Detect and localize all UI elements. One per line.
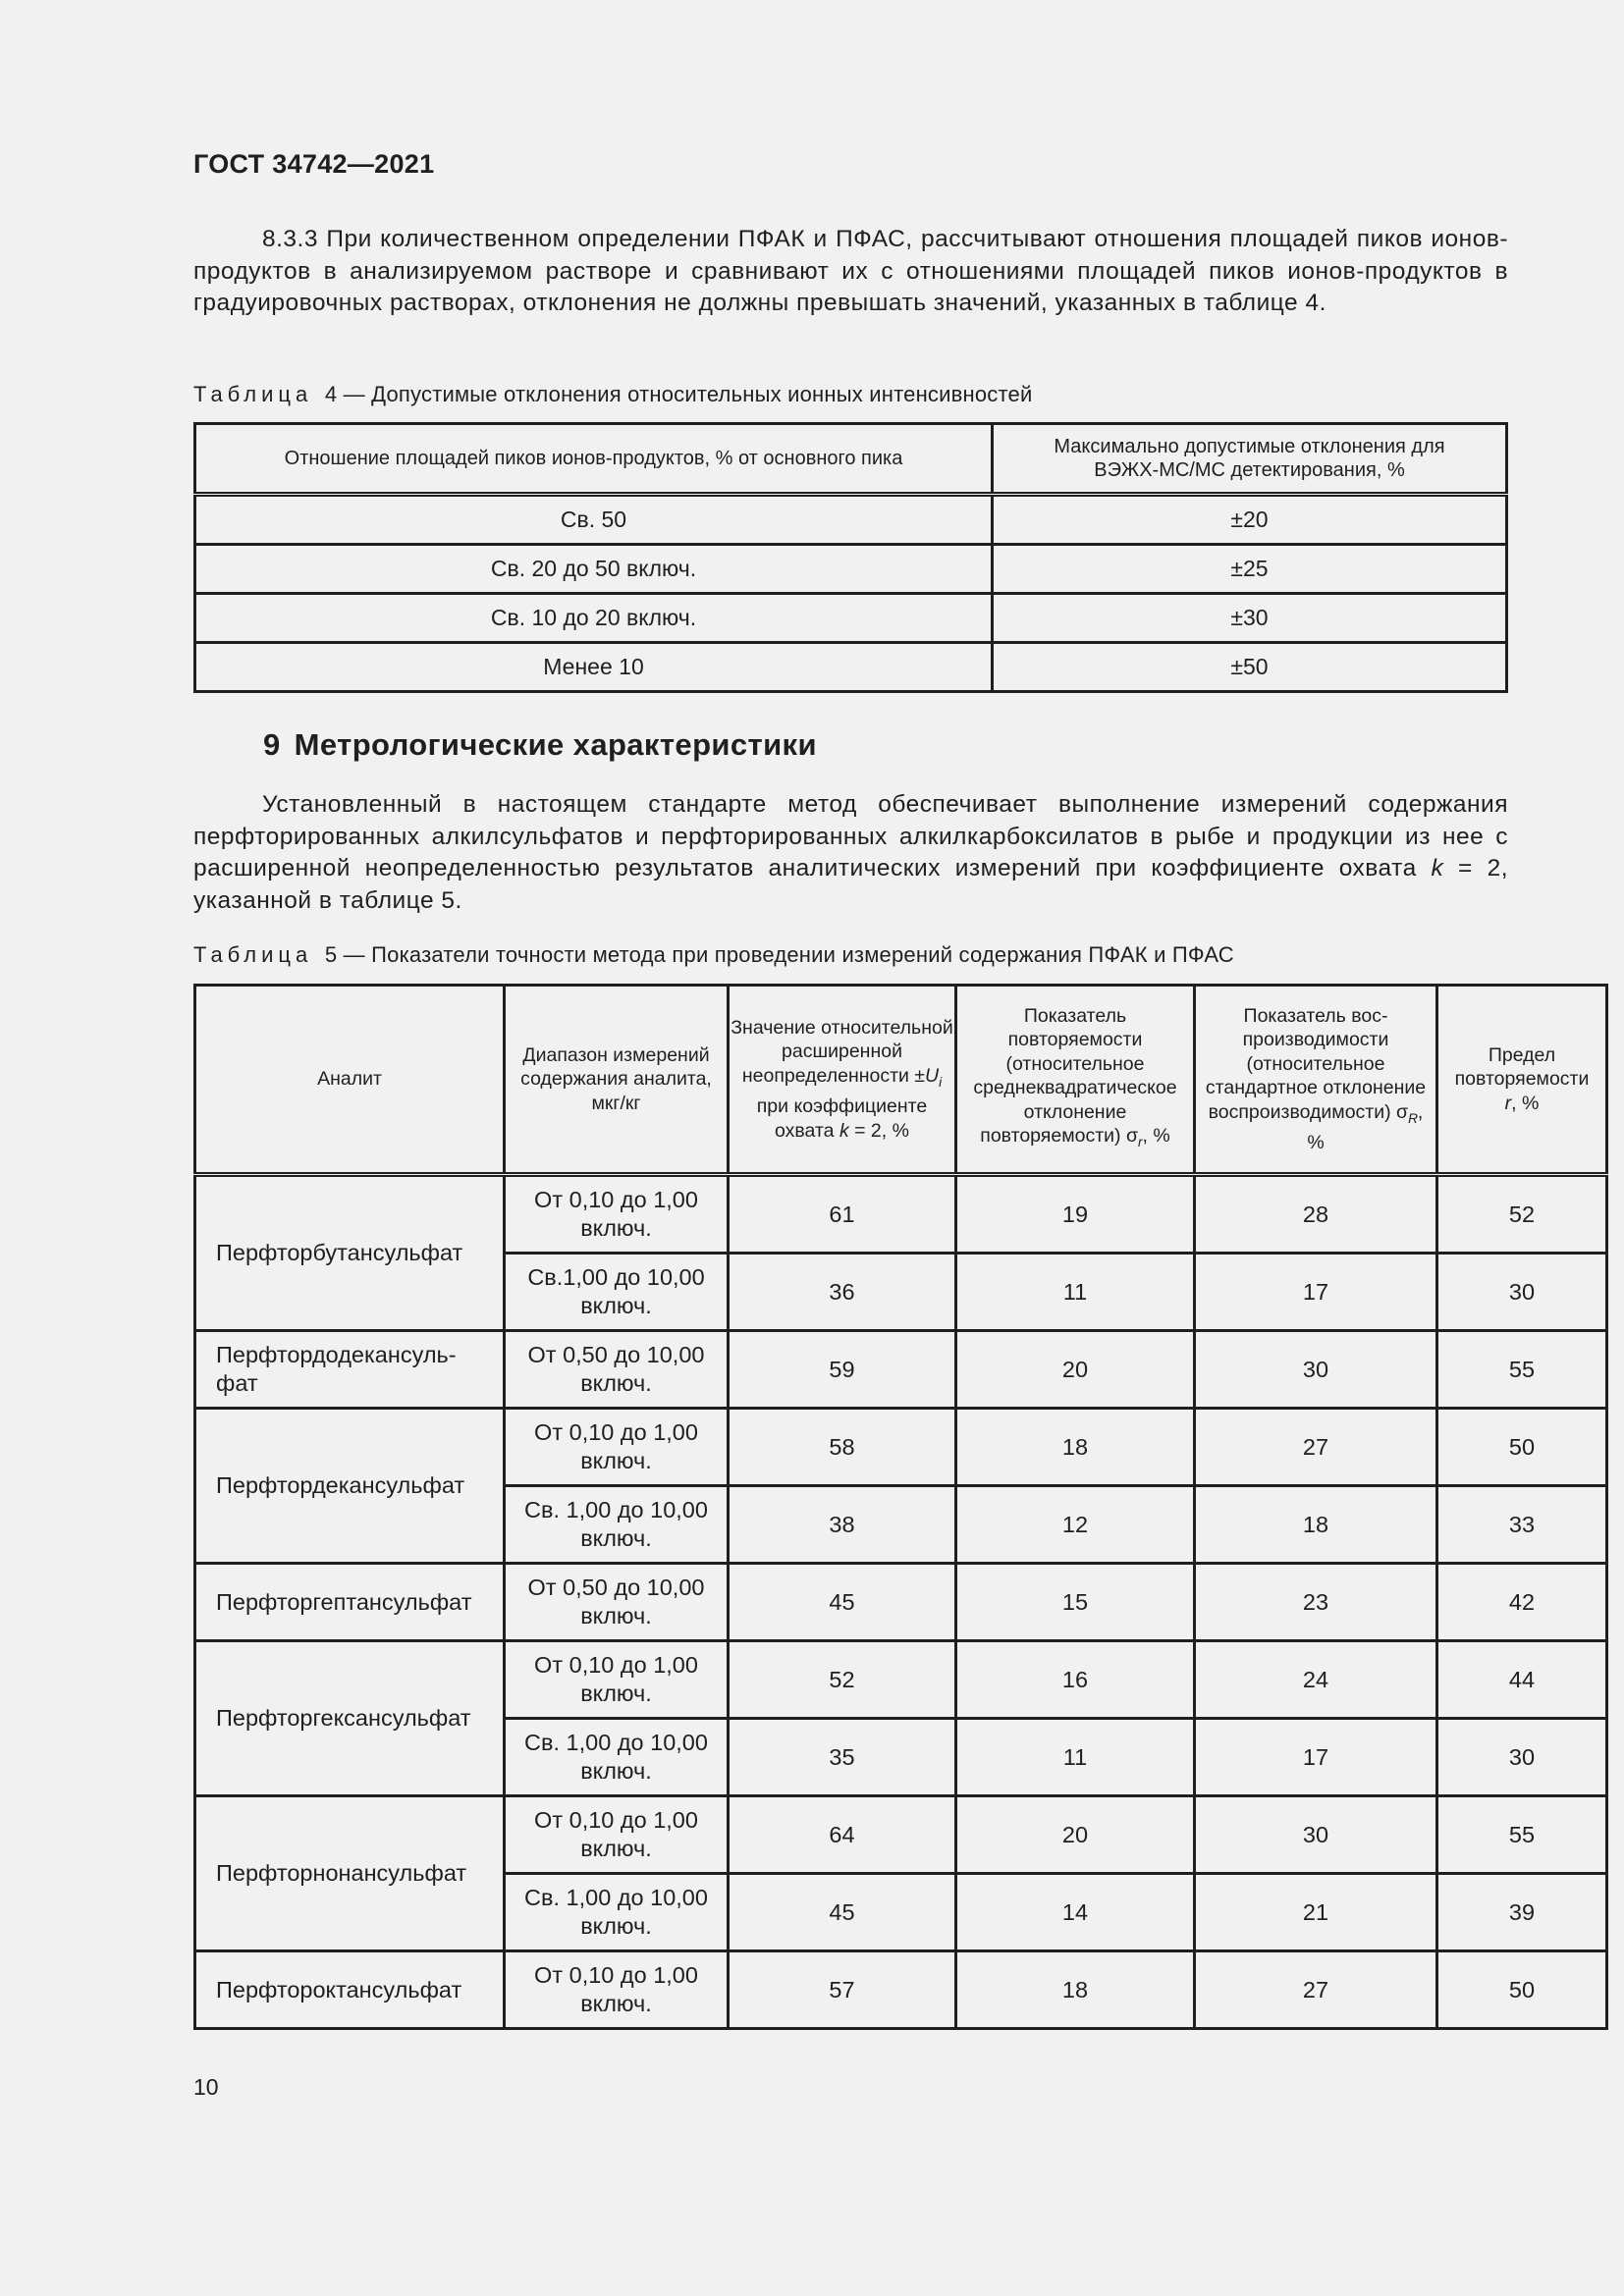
table5-header-uncertainty: Значение относительной расширенной неопределенности $\pm U_i$ при коэффициенте охвата k = 2, % <box>729 986 956 1175</box>
table4-cell-deviation: ±30 <box>993 594 1507 643</box>
table5-header-range: Диапазон измерений содержания аналита, мкг/кг <box>505 986 729 1175</box>
table-row <box>195 1564 1607 1641</box>
table5-cell-limit: 44 <box>1437 1641 1607 1719</box>
table5-cell-range: Св. 1,00 до 10,00 включ. <box>505 1486 729 1564</box>
table5-cell-analyte: Перфторбутансульфат <box>195 1175 505 1331</box>
table5-cell-analyte: Перфтороктансульфат <box>195 1951 505 2029</box>
table5-cell-repeatability: 15 <box>956 1564 1195 1641</box>
table5-cell-uncertainty: 61 <box>729 1175 956 1254</box>
table5-cell-uncertainty: 52 <box>729 1641 956 1719</box>
table5-cell-range: От 0,10 до 1,00 включ. <box>505 1951 729 2029</box>
table5-cell-reproducibility: 27 <box>1195 1951 1437 2029</box>
table-4 <box>193 422 1508 693</box>
table5-cell-repeatability: 12 <box>956 1486 1195 1564</box>
table5-cell-reproducibility: 21 <box>1195 1874 1437 1951</box>
table-row <box>195 545 1507 594</box>
table5-cell-reproducibility: 23 <box>1195 1564 1437 1641</box>
table5-cell-reproducibility: 18 <box>1195 1486 1437 1564</box>
table5-cell-range: От 0,10 до 1,00 включ. <box>505 1796 729 1874</box>
table4-cell-deviation: ±20 <box>993 495 1507 545</box>
table5-cell-analyte: Перфтордодекансуль-фат <box>195 1331 505 1409</box>
table5-cell-limit: 33 <box>1437 1486 1607 1564</box>
table5-cell-limit: 50 <box>1437 1409 1607 1486</box>
table5-cell-analyte: Перфтордекансульфат <box>195 1409 505 1564</box>
table5-cell-limit: 55 <box>1437 1331 1607 1409</box>
table5-cell-range: От 0,10 до 1,00 включ. <box>505 1641 729 1719</box>
table5-body <box>195 1175 1607 2029</box>
table5-header-repeatability: Показатель повторяемости (относительное среднеквадратическое отклонение повторяемости) $\sigma_r$, % <box>956 986 1195 1175</box>
page-number: 10 <box>193 2074 219 2100</box>
table-row <box>195 643 1507 692</box>
table4-cell-deviation: ±50 <box>993 643 1507 692</box>
table5-cell-reproducibility: 30 <box>1195 1796 1437 1874</box>
table5-cell-range: Св.1,00 до 10,00 включ. <box>505 1254 729 1331</box>
section-number: 9 <box>263 727 281 762</box>
table5-cell-analyte: Перфторгексансульфат <box>195 1641 505 1796</box>
table5-cell-uncertainty: 45 <box>729 1874 956 1951</box>
table5-cell-analyte: Перфторгептансульфат <box>195 1564 505 1641</box>
table5-cell-uncertainty: 35 <box>729 1719 956 1796</box>
table5-cell-reproducibility: 27 <box>1195 1409 1437 1486</box>
table5-header-analyte: Аналит <box>195 986 505 1175</box>
table-row <box>195 1641 1607 1719</box>
table5-cell-limit: 42 <box>1437 1564 1607 1641</box>
table4-cell-ratio: Св. 10 до 20 включ. <box>195 594 993 643</box>
table5-cell-uncertainty: 64 <box>729 1796 956 1874</box>
table5-cell-uncertainty: 38 <box>729 1486 956 1564</box>
table-5 <box>193 984 1608 2030</box>
table-row <box>195 495 1507 545</box>
table5-cell-repeatability: 14 <box>956 1874 1195 1951</box>
table5-cell-analyte: Перфторнонансульфат <box>195 1796 505 1951</box>
table5-cell-uncertainty: 59 <box>729 1331 956 1409</box>
table5-cell-range: От 0,10 до 1,00 включ. <box>505 1175 729 1254</box>
table4-caption-title: 4 — Допустимые отклонения относительных ионных интенсивностей <box>324 382 1033 406</box>
table5-cell-repeatability: 11 <box>956 1254 1195 1331</box>
paragraph-8-3-3 <box>193 224 1508 320</box>
table5-header-limit: Предел повторяемости r, % <box>1437 986 1607 1175</box>
table5-header-reproducibility: Показатель воспроизводимости (относительное стандартное отклонение воспроизводимости) $\sigma_R$, % <box>1195 986 1437 1175</box>
table5-cell-reproducibility: 17 <box>1195 1719 1437 1796</box>
table5-cell-range: Св. 1,00 до 10,00 включ. <box>505 1874 729 1951</box>
table5-caption-title: 5 — Показатели точности метода при проведении измерений содержания ПФАК и ПФАС <box>324 942 1234 967</box>
table5-cell-limit: 30 <box>1437 1719 1607 1796</box>
table5-cell-limit: 39 <box>1437 1874 1607 1951</box>
table5-caption <box>193 942 1234 968</box>
table5-cell-uncertainty: 58 <box>729 1409 956 1486</box>
table-row <box>195 1951 1607 2029</box>
table4-caption-word: Таблица <box>193 382 313 406</box>
table-row <box>195 594 1507 643</box>
table5-cell-repeatability: 20 <box>956 1796 1195 1874</box>
table5-cell-reproducibility: 30 <box>1195 1331 1437 1409</box>
table5-cell-repeatability: 18 <box>956 1951 1195 2029</box>
table5-cell-repeatability: 19 <box>956 1175 1195 1254</box>
table4-caption <box>193 382 1032 407</box>
table5-cell-range: Св. 1,00 до 10,00 включ. <box>505 1719 729 1796</box>
table5-cell-limit: 52 <box>1437 1175 1607 1254</box>
table5-cell-repeatability: 11 <box>956 1719 1195 1796</box>
table4-header-ratio: Отношение площадей пиков ионов-продуктов, % от основного пика <box>195 424 993 495</box>
paragraph-text: 8.3.3 При количественном определении ПФАК и ПФАС, рассчитывают отношения площадей пиков ионов-продуктов в анализируемом растворе и сравнивают их с отношениями площадей пиков ионов-продуктов в градуировочных растворах, отклонения не должны превышать значений, указанных в таблице 4. <box>193 226 1508 316</box>
table4-header-deviation: Максимально допустимые отклонения для ВЭЖХ-МС/МС детектирования, % <box>993 424 1507 495</box>
table5-cell-reproducibility: 28 <box>1195 1175 1437 1254</box>
paragraph-section-9 <box>193 789 1508 917</box>
table5-cell-repeatability: 20 <box>956 1331 1195 1409</box>
section-heading <box>263 727 817 763</box>
table-row <box>195 1175 1607 1254</box>
section-title: Метрологические характеристики <box>294 727 817 762</box>
table5-cell-repeatability: 16 <box>956 1641 1195 1719</box>
table5-caption-word: Таблица <box>193 942 313 967</box>
document-id: ГОСТ 34742—2021 <box>193 149 435 179</box>
table5-cell-uncertainty: 45 <box>729 1564 956 1641</box>
table5-cell-range: От 0,50 до 10,00 включ. <box>505 1331 729 1409</box>
table-row <box>195 1796 1607 1874</box>
table4-header-row <box>195 424 1507 495</box>
table-row <box>195 1331 1607 1409</box>
table5-cell-limit: 50 <box>1437 1951 1607 2029</box>
table4-cell-ratio: Св. 50 <box>195 495 993 545</box>
table5-cell-range: От 0,50 до 10,00 включ. <box>505 1564 729 1641</box>
table5-cell-reproducibility: 17 <box>1195 1254 1437 1331</box>
table5-cell-reproducibility: 24 <box>1195 1641 1437 1719</box>
table5-cell-limit: 30 <box>1437 1254 1607 1331</box>
table-row <box>195 1409 1607 1486</box>
table5-cell-limit: 55 <box>1437 1796 1607 1874</box>
table4-cell-ratio: Менее 10 <box>195 643 993 692</box>
table5-cell-repeatability: 18 <box>956 1409 1195 1486</box>
table4-cell-deviation: ±25 <box>993 545 1507 594</box>
table5-header-row <box>195 986 1607 1175</box>
table4-cell-ratio: Св. 20 до 50 включ. <box>195 545 993 594</box>
table5-cell-range: От 0,10 до 1,00 включ. <box>505 1409 729 1486</box>
paragraph-text: Установленный в настоящем стандарте метод обеспечивает выполнение измерений содержания перфторированных алкилсульфатов и перфторированных алкилкарбоксилатов в рыбе и продукции из нее с расширенной неопределенностью результатов аналитических измерений при коэффициенте охвата k = 2, указанной в таблице 5. <box>193 791 1509 914</box>
table5-cell-uncertainty: 36 <box>729 1254 956 1331</box>
table5-cell-uncertainty: 57 <box>729 1951 956 2029</box>
